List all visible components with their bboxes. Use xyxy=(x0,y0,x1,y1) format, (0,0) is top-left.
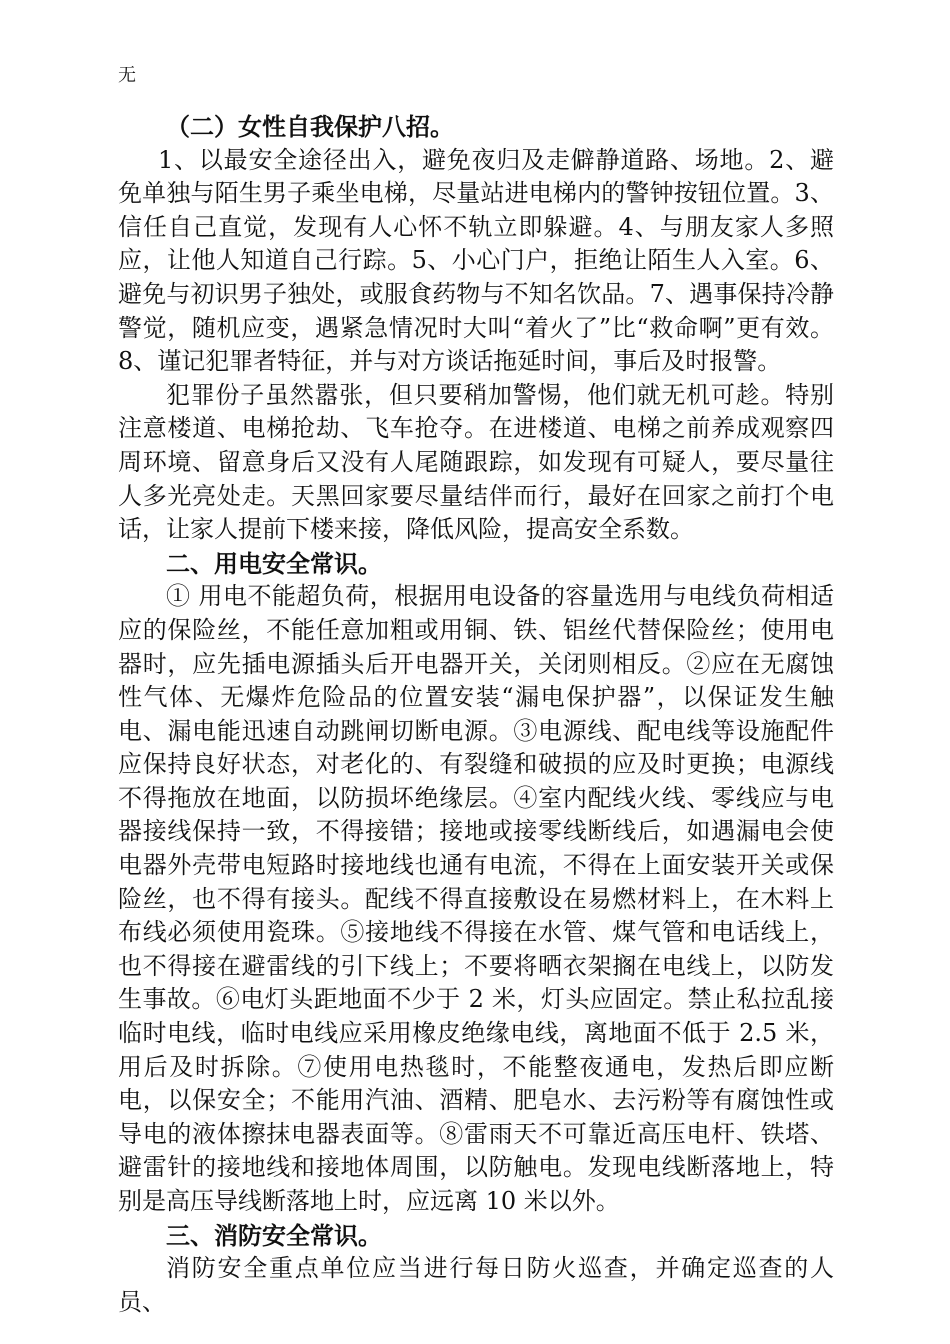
header-mark: 无 xyxy=(118,65,136,86)
section-heading-female-safety: （二）女性自我保护八招。 xyxy=(166,112,454,141)
section-heading-electrical-safety: 二、用电安全常识。 xyxy=(166,548,382,578)
section-heading-fire-safety: 三、消防安全常识。 xyxy=(166,1220,382,1250)
paragraph-fire-safety: 消防安全重点单位应当进行每日防火巡查，并确定巡查的人员、 xyxy=(118,1254,834,1316)
paragraph-electrical-safety: ① 用电不能超负荷，根据用电设备的容量选用与电线负荷相适应的保险丝，不能任意加粗或用铜、铁、铝丝代替保险丝；使用电器时，应先插电源插头后开电器开关，关闭则相反。②应在无腐蚀性气体、无爆炸危险品的位置安装“漏电保护器”，以保证发生触电、漏电能迅速自动跳闸切断电源。③电源线、配电线等设施配件应保持良好状态，对老化的、有裂缝和破损的应及时更换；电源线不得拖放在地面，以防损坏绝缘层。④室内配线火线、零线应与电器接线保持一致，不得接错；接地或接零线断线后，如遇漏电会使电器外壳带电短路时接地线也通有电流，不得在上面安装开关或保险丝，也不得有接头。配线不得直接敷设在易燃材料上，在木料上布线必须使用瓷珠。⑤接地线不得接在水管、煤气管和电话线上，也不得接在避雷线的引下线上；不要将晒衣架搁在电线上，以防发生事故。⑥电灯头距地面不少于 2 米，灯头应固定。禁止私拉乱接临时电线，临时电线应采用橡皮绝缘电线，离地面不低于 2.5 米，用后及时拆除。⑦使用电热毯时，不能整夜通电，发热后即应断电，以保安全；不能用汽油、酒精、肥皂水、去污粉等有腐蚀性或导电的液体擦抹电器表面等。⑧雷雨天不可靠近高压电杆、铁塔、避雷针的接地线和接地体周围，以防触电。发现电线断落地上，特别是高压导线断落地上时，应远离 10 米以外。 xyxy=(118,582,834,1215)
paragraph-crime-prevention: 犯罪份子虽然嚣张，但只要稍加警惕，他们就无机可趁。特别注意楼道、电梯抢劫、飞车抢夺。在进楼道、电梯之前养成观察四周环境、留意身后又没有人尾随跟踪，如发现有可疑人，要尽量往人多光亮处走。天黑回家要尽量结伴而行，最好在回家之前打个电话，让家人提前下楼来接，降低风险，提高安全系数。 xyxy=(118,380,834,544)
document-body xyxy=(118,110,834,1319)
paragraph-female-safety-tips: 1、以最安全途径出入，避免夜归及走僻静道路、场地。2、避免单独与陌生男子乘坐电梯，尽量站进电梯内的警钟按钮位置。3、信任自己直觉，发现有人心怀不轨立即躲避。4、与朋友家人多照应，让他人知道自己行踪。5、小心门户，拒绝让陌生人入室。6、避免与初识男子独处，或服食药物与不知名饮品。7、遇事保持冷静警觉，随机应变，遇紧急情况时大叫“着火了”比“救命啊”更有效。8、谨记犯罪者特征，并与对方谈话拖延时间，事后及时报警。 xyxy=(118,145,834,376)
